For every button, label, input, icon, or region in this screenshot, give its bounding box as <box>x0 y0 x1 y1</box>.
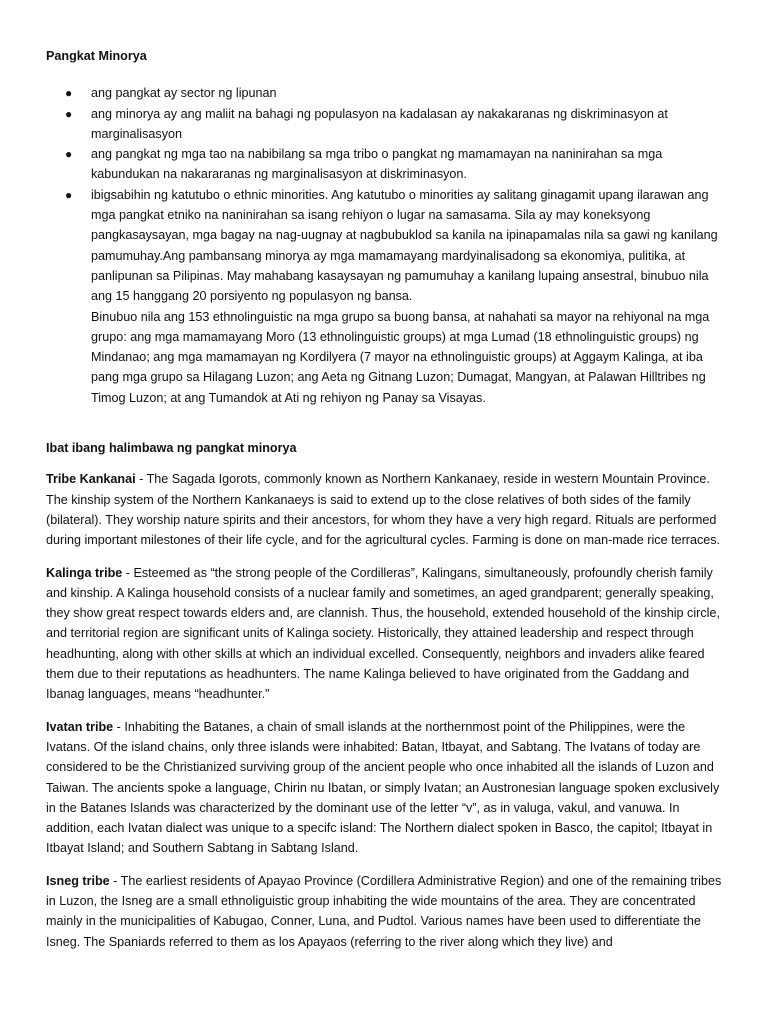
list-item-text: ang pangkat ng mga tao na nabibilang sa mga tribo o pangkat ng mamamayan na naninirahan sa mga kabundukan na nakararanas ng marginalisasyon at diskriminasyon. <box>91 147 663 182</box>
definition-list <box>46 83 730 408</box>
list-item <box>46 144 730 185</box>
tribe-entry-kankanai <box>46 469 730 550</box>
tribe-entry-ivatan <box>46 717 730 859</box>
bullet-icon: ● <box>65 147 73 162</box>
tribe-description: The earliest residents of Apayao Province (Cordillera Administrative Region) and one of the remaining tribes in Luzon, the Isneg are a small ethnoliguistic group inhabiting the wide mountains of the area. They are concentrated mainly in the municipalities of Kabugao, Conner, Luna, and Pudtol. Various names have been used to differentiate the Isneg. The Spaniards referred to them as los Apayaos (referring to the river along which they live) and <box>46 873 722 949</box>
bullet-icon: ● <box>65 187 73 202</box>
list-item-text: ibigsabihin ng katutubo o ethnic minorities. Ang katutubo o minorities ay salitang ginagamit upang ilarawan ang mga pangkat etniko na naninirahan sa isang rehiyon o lugar na samasama. Sila ay may koneksyong pangkasaysayan, mga bagay na nag-uugnay at nagbubuklod sa kanila na ipinapamalas nila sa gawi ng kanilang pamumuhay.Ang pambansang minorya ay mga mamamayang mardyinalisadong sa ekonomiya, pulitika, at panlipunan sa Pilipinas. May mahabang kasaysayan ng pamumuhay a kanilang lupaing ansestral, binubuo nila ang 15 hanggang 20 porsiyento ng populasyon ng bansa. <box>91 187 718 304</box>
list-item <box>46 104 730 145</box>
tribe-description: Esteemed as “the strong people of the Cordilleras”, Kalingans, simultaneously, profoundly cherish family and kinship. A Kalinga household consists of a nuclear family and sometimes, an aged grandparent; generally speaking, they show great respect towards elders and, are clannish. Thus, the household, extended household of the kinship circle, and territorial region are significant units of Kalinga society. Historically, they attained leadership and respect through headhunting, along with other skills at which an individual excelled. Consequently, neighbors and invaders alike feared them due to their reputations as headhunters. The name Kalinga believed to have originated from the Gaddang and Ibanag languages, means “headhunter.” <box>46 565 720 702</box>
section-heading-pangkat-minorya: Pangkat Minorya <box>46 49 147 63</box>
tribe-entry-kalinga <box>46 563 730 705</box>
list-item-text: ang minorya ay ang maliit na bahagi ng populasyon na kadalasan ay nakakaranas ng diskriminasyon at marginalisasyon <box>91 106 668 141</box>
section-heading-halimbawa: Ibat ibang halimbawa ng pangkat minorya <box>46 441 297 456</box>
tribe-name: Ivatan tribe <box>46 719 114 734</box>
separator: - <box>122 565 134 580</box>
tribe-description: The Sagada Igorots, commonly known as Northern Kankanaey, reside in western Mountain Province. The kinship system of the Northern Kankanaeys is said to extend up to the close relatives of both sides of the family (bilateral). They worship nature spirits and their ancestors, for whom they have a very high regard. Rituals are performed during important milestones of their life cycle, and for the agricultural cycles. Farming is done on man-made rice terraces. <box>46 472 721 548</box>
tribe-name: Tribe Kankanai <box>46 472 136 487</box>
tribe-name: Kalinga tribe <box>46 565 123 580</box>
list-item-continuation: Binubuo nila ang 153 ethnolinguistic na mga grupo sa buong bansa, at nahahati sa mayor na rehiyonal na mga grupo: ang mga mamamayang Moro (13 ethnolinguistic groups) at mga Lumad (18 ethnolinguistic groups) ng Mindanao; ang mga mamamayan ng Kordilyera (7 mayor na ethnolinguistic groups) at Aggaym Kalinga, at iba pang mga grupo sa Hilagang Luzon; ang Aeta ng Gitnang Luzon; Dumagat, Mangyan, at Palawan Hilltribes ng Timog Luzon; at ang Tumandok at Ati ng rehiyon ng Panay sa Visayas. <box>91 309 710 405</box>
tribe-name: Isneg tribe <box>46 873 110 888</box>
separator: - <box>113 719 125 734</box>
list-item <box>46 185 730 408</box>
separator: - <box>135 472 147 487</box>
tribe-description: Inhabiting the Batanes, a chain of small islands at the northernmost point of the Philippines, were the Ivatans. Of the island chains, only three islands were inhabited: Batan, Itbayat, and Sabtang. The Ivatans of today are considered to be the Christianized surviving group of the ancient people who once inhabited all the islands of Luzon and Taiwan. The ancients spoke a language, Chirin nu Ibatan, or simply Ivatan; an Austronesian language spoken exclusively in the Batanes Islands was characterized by the dominant use of the letter “v”, as in valuga, vakul, and vanuwa. In addition, each Ivatan dialect was unique to a specifc island: The Northern dialect spoken in Basco, the capitol; Itbayat in Itbayat Island; and Southern Sabtang in Sabtang Island. <box>46 719 720 856</box>
bullet-icon: ● <box>65 106 73 121</box>
list-item <box>46 83 730 103</box>
tribe-entry-isneg <box>46 871 730 952</box>
separator: - <box>109 873 121 888</box>
bullet-icon: ● <box>65 86 73 101</box>
list-item-text: ang pangkat ay sector ng lipunan <box>91 86 277 101</box>
